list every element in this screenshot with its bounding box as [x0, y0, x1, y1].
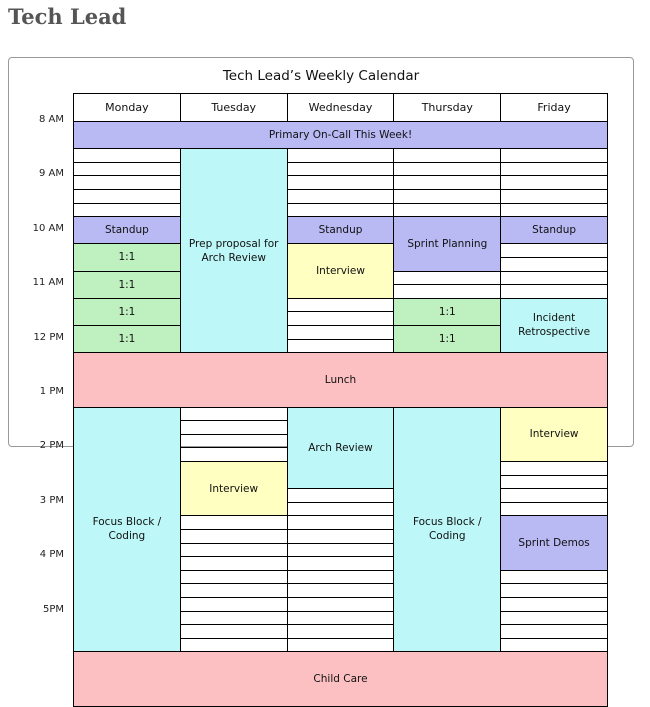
time-slot[interactable]: [73, 175, 181, 190]
event-1-1[interactable]: [393, 325, 501, 353]
time-slot[interactable]: [393, 203, 501, 218]
time-slot[interactable]: [180, 583, 288, 598]
time-slot[interactable]: [287, 556, 395, 571]
time-slot[interactable]: [287, 624, 395, 639]
event-interview[interactable]: [180, 461, 288, 516]
time-slot[interactable]: [180, 570, 288, 585]
time-label: 2 PM: [39, 440, 64, 452]
time-slot[interactable]: [500, 597, 608, 612]
time-slot[interactable]: [180, 611, 288, 626]
event-label: Standup: [318, 224, 363, 237]
time-slot[interactable]: [73, 148, 181, 163]
event-sprint-demos[interactable]: [500, 515, 608, 570]
event-label: 1:1: [438, 305, 456, 318]
time-slot[interactable]: [287, 325, 395, 340]
time-slot[interactable]: [500, 611, 608, 626]
event-label: Prep proposal for Arch Review: [188, 237, 279, 264]
time-slot[interactable]: [500, 162, 608, 177]
time-slot[interactable]: [287, 148, 395, 163]
time-slot[interactable]: [73, 189, 181, 204]
time-slot[interactable]: [287, 515, 395, 530]
time-slot[interactable]: [393, 175, 501, 190]
event-label: Sprint Demos: [518, 537, 590, 550]
event-arch-review[interactable]: [287, 407, 395, 490]
time-label: 4 PM: [39, 549, 64, 561]
time-slot[interactable]: [180, 556, 288, 571]
event-1-1[interactable]: [73, 298, 181, 326]
event-label: Primary On-Call This Week!: [268, 129, 413, 142]
time-slot[interactable]: [500, 271, 608, 286]
calendar-grid: [73, 93, 607, 686]
day-header-wednesday: Wednesday: [287, 93, 395, 122]
time-slot[interactable]: [180, 543, 288, 558]
time-slot[interactable]: [500, 583, 608, 598]
time-slot[interactable]: [500, 284, 608, 299]
time-slot[interactable]: [287, 162, 395, 177]
time-slot[interactable]: [287, 543, 395, 558]
event-label: 1:1: [118, 251, 136, 264]
event-label: 1:1: [118, 333, 136, 346]
event-label: Incident Retrospective: [518, 312, 591, 339]
event-label: Focus Block / Coding: [92, 516, 162, 543]
time-label: 3 PM: [39, 494, 64, 506]
time-slot[interactable]: [287, 339, 395, 354]
time-slot[interactable]: [180, 638, 288, 653]
event-prep-proposal-for-arch-review[interactable]: [180, 148, 288, 353]
page-title: Tech Lead: [8, 4, 127, 29]
time-label: 11 AM: [32, 277, 64, 289]
day-header-friday: Friday: [500, 93, 608, 122]
time-slot[interactable]: [500, 257, 608, 272]
event-lunch[interactable]: [73, 352, 608, 407]
time-slot[interactable]: [287, 502, 395, 517]
event-label: Interview: [209, 482, 259, 495]
time-slot[interactable]: [500, 488, 608, 503]
event-label: 1:1: [118, 305, 136, 318]
time-slot[interactable]: [287, 203, 395, 218]
day-header-monday: Monday: [73, 93, 181, 122]
time-label: 8 AM: [38, 114, 64, 125]
time-slot[interactable]: [500, 461, 608, 476]
calendar-title: Tech Lead’s Weekly Calendar: [222, 68, 420, 84]
event-focus-block-coding[interactable]: [73, 407, 181, 653]
event-incident-retrospective[interactable]: [500, 298, 608, 353]
time-slot[interactable]: [500, 203, 608, 218]
day-header-thursday: Thursday: [393, 93, 501, 122]
time-slot[interactable]: [287, 311, 395, 326]
time-slot[interactable]: [500, 638, 608, 653]
time-slot[interactable]: [287, 298, 395, 313]
time-slot[interactable]: [287, 638, 395, 653]
time-slot[interactable]: [287, 583, 395, 598]
event-label: Child Care: [313, 673, 368, 686]
time-slot[interactable]: [500, 243, 608, 258]
event-interview[interactable]: [500, 407, 608, 462]
time-label: 10 AM: [32, 222, 64, 234]
event-1-1[interactable]: [73, 325, 181, 353]
time-slot[interactable]: [393, 284, 501, 299]
event-label: Focus Block / Coding: [412, 516, 482, 543]
event-primary-on-call-this-week[interactable]: [73, 121, 608, 149]
time-slot[interactable]: [180, 407, 288, 422]
event-label: Standup: [104, 224, 149, 237]
event-standup[interactable]: [500, 216, 608, 244]
event-interview[interactable]: [287, 243, 395, 298]
time-label: 9 AM: [38, 168, 64, 180]
time-slot[interactable]: [180, 420, 288, 435]
event-focus-block-coding[interactable]: [393, 407, 501, 653]
time-slot[interactable]: [287, 488, 395, 503]
event-1-1[interactable]: [73, 271, 181, 299]
time-slot[interactable]: [180, 515, 288, 530]
event-label: Interview: [316, 265, 365, 278]
time-slot[interactable]: [287, 570, 395, 585]
time-slot[interactable]: [500, 624, 608, 639]
time-slot[interactable]: [180, 624, 288, 639]
event-label: Interview: [529, 428, 579, 441]
time-slot[interactable]: [393, 189, 501, 204]
event-label: Sprint Planning: [407, 237, 488, 250]
event-label: Arch Review: [308, 441, 373, 454]
time-slot[interactable]: [180, 597, 288, 612]
time-slot[interactable]: [287, 529, 395, 544]
event-child-care[interactable]: [73, 651, 608, 706]
time-slot[interactable]: [393, 271, 501, 286]
event-1-1[interactable]: [393, 298, 501, 326]
time-slot[interactable]: [73, 203, 181, 218]
time-slot[interactable]: [180, 434, 288, 449]
time-label: 12 PM: [33, 331, 64, 343]
time-slot[interactable]: [500, 502, 608, 517]
event-label: Standup: [532, 224, 577, 237]
time-slot[interactable]: [287, 189, 395, 204]
event-sprint-planning[interactable]: [393, 216, 501, 271]
time-slot[interactable]: [287, 597, 395, 612]
event-label: 1:1: [438, 333, 456, 346]
time-slot[interactable]: [500, 475, 608, 490]
day-header-tuesday: Tuesday: [180, 93, 288, 122]
time-slot[interactable]: [500, 570, 608, 585]
time-label: 5PM: [42, 603, 64, 615]
time-slot[interactable]: [500, 148, 608, 163]
time-slot[interactable]: [500, 189, 608, 204]
time-slot[interactable]: [287, 611, 395, 626]
time-slot[interactable]: [180, 447, 288, 462]
time-slot[interactable]: [180, 529, 288, 544]
event-standup[interactable]: [287, 216, 395, 244]
time-slot[interactable]: [393, 148, 501, 163]
event-label: 1:1: [118, 278, 136, 291]
time-label: 1 PM: [39, 386, 64, 397]
event-standup[interactable]: [73, 216, 181, 244]
time-slot[interactable]: [287, 175, 395, 190]
time-slot[interactable]: [500, 175, 608, 190]
time-slot[interactable]: [393, 162, 501, 177]
event-label: Lunch: [324, 373, 357, 386]
time-slot[interactable]: [73, 162, 181, 177]
event-1-1[interactable]: [73, 243, 181, 271]
